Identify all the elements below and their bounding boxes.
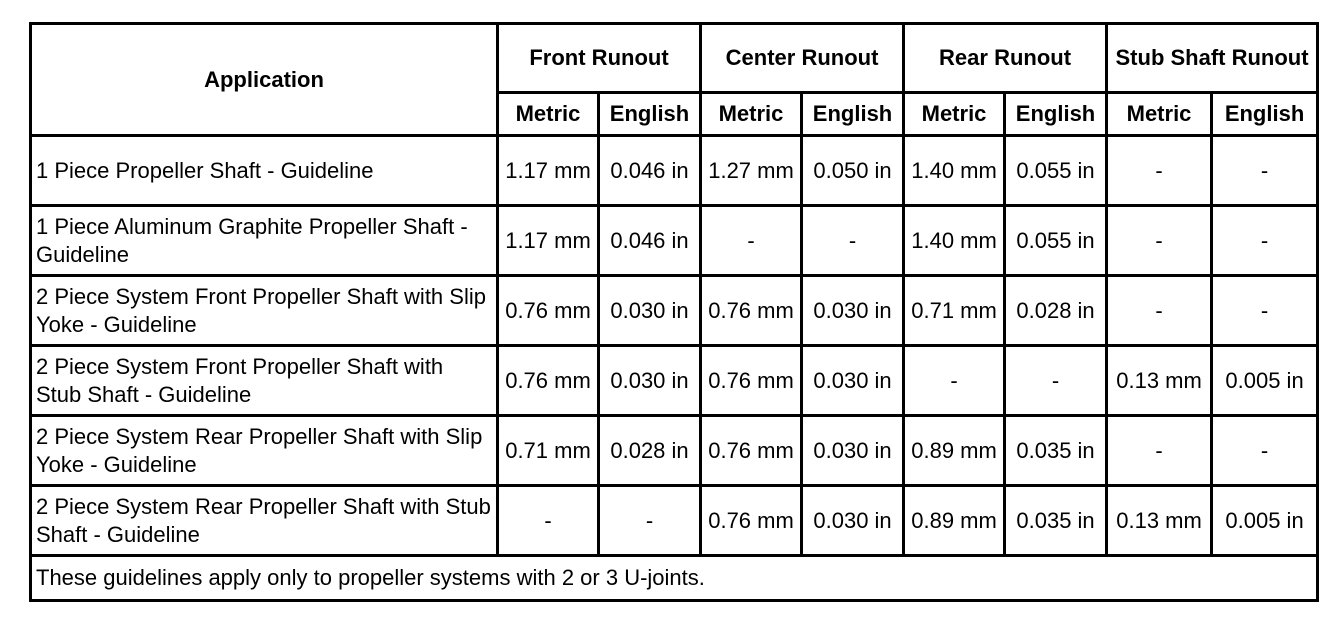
application-cell: 1 Piece Propeller Shaft - Guideline — [31, 136, 498, 206]
front-metric-cell: - — [498, 486, 599, 556]
table-header — [31, 24, 1318, 136]
stub-english-header: English — [1212, 93, 1318, 136]
table-row — [31, 346, 1318, 416]
center-english-cell: 0.030 in — [802, 276, 904, 346]
front-english-cell: 0.046 in — [599, 206, 701, 276]
stub-english-cell: - — [1212, 276, 1318, 346]
front-metric-cell: 0.76 mm — [498, 346, 599, 416]
table-row — [31, 486, 1318, 556]
front-english-cell: 0.030 in — [599, 276, 701, 346]
front-metric-cell: 0.71 mm — [498, 416, 599, 486]
rear-english-cell: 0.055 in — [1005, 206, 1107, 276]
center-metric-cell: 1.27 mm — [701, 136, 802, 206]
center-metric-cell: 0.76 mm — [701, 486, 802, 556]
center-metric-cell: - — [701, 206, 802, 276]
guideline-note: These guidelines apply only to propeller systems with 2 or 3 U-joints. — [31, 556, 1318, 601]
application-cell: 2 Piece System Front Propeller Shaft with Stub Shaft - Guideline — [31, 346, 498, 416]
stub-shaft-runout-header: Stub Shaft Runout — [1107, 24, 1318, 93]
center-metric-cell: 0.76 mm — [701, 416, 802, 486]
center-english-cell: 0.030 in — [802, 486, 904, 556]
front-english-cell: 0.028 in — [599, 416, 701, 486]
stub-english-cell: - — [1212, 416, 1318, 486]
application-cell: 2 Piece System Rear Propeller Shaft with Stub Shaft - Guideline — [31, 486, 498, 556]
front-runout-header: Front Runout — [498, 24, 701, 93]
front-english-cell: - — [599, 486, 701, 556]
rear-metric-cell: 1.40 mm — [904, 206, 1005, 276]
front-metric-cell: 1.17 mm — [498, 136, 599, 206]
center-english-header: English — [802, 93, 904, 136]
stub-english-cell: - — [1212, 206, 1318, 276]
center-english-cell: 0.050 in — [802, 136, 904, 206]
front-english-cell: 0.046 in — [599, 136, 701, 206]
table-row — [31, 276, 1318, 346]
stub-metric-cell: - — [1107, 206, 1212, 276]
rear-english-cell: - — [1005, 346, 1107, 416]
stub-english-cell: 0.005 in — [1212, 346, 1318, 416]
runout-specification-table — [29, 22, 1319, 602]
front-metric-cell: 0.76 mm — [498, 276, 599, 346]
rear-runout-header: Rear Runout — [904, 24, 1107, 93]
center-english-cell: 0.030 in — [802, 346, 904, 416]
table-row — [31, 206, 1318, 276]
front-metric-cell: 1.17 mm — [498, 206, 599, 276]
rear-metric-cell: - — [904, 346, 1005, 416]
rear-english-cell: 0.035 in — [1005, 486, 1107, 556]
front-metric-header: Metric — [498, 93, 599, 136]
stub-metric-cell: 0.13 mm — [1107, 346, 1212, 416]
rear-metric-cell: 1.40 mm — [904, 136, 1005, 206]
stub-metric-cell: - — [1107, 276, 1212, 346]
application-cell: 1 Piece Aluminum Graphite Propeller Shaft - Guideline — [31, 206, 498, 276]
rear-english-cell: 0.055 in — [1005, 136, 1107, 206]
note-row — [31, 556, 1318, 601]
center-english-cell: - — [802, 206, 904, 276]
rear-metric-cell: 0.89 mm — [904, 486, 1005, 556]
rear-english-header: English — [1005, 93, 1107, 136]
stub-english-cell: 0.005 in — [1212, 486, 1318, 556]
front-english-header: English — [599, 93, 701, 136]
rear-english-cell: 0.028 in — [1005, 276, 1107, 346]
table-body — [31, 136, 1318, 556]
center-english-cell: 0.030 in — [802, 416, 904, 486]
stub-metric-header: Metric — [1107, 93, 1212, 136]
rear-metric-cell: 0.89 mm — [904, 416, 1005, 486]
table-footer — [31, 556, 1318, 601]
stub-english-cell: - — [1212, 136, 1318, 206]
header-group-row — [31, 24, 1318, 93]
rear-metric-cell: 0.71 mm — [904, 276, 1005, 346]
table-row — [31, 416, 1318, 486]
center-metric-cell: 0.76 mm — [701, 276, 802, 346]
center-runout-header: Center Runout — [701, 24, 904, 93]
rear-metric-header: Metric — [904, 93, 1005, 136]
application-cell: 2 Piece System Front Propeller Shaft with Slip Yoke - Guideline — [31, 276, 498, 346]
stub-metric-cell: 0.13 mm — [1107, 486, 1212, 556]
application-cell: 2 Piece System Rear Propeller Shaft with Slip Yoke - Guideline — [31, 416, 498, 486]
table-row — [31, 136, 1318, 206]
stub-metric-cell: - — [1107, 136, 1212, 206]
center-metric-header: Metric — [701, 93, 802, 136]
center-metric-cell: 0.76 mm — [701, 346, 802, 416]
front-english-cell: 0.030 in — [599, 346, 701, 416]
application-header: Application — [31, 24, 498, 136]
rear-english-cell: 0.035 in — [1005, 416, 1107, 486]
stub-metric-cell: - — [1107, 416, 1212, 486]
